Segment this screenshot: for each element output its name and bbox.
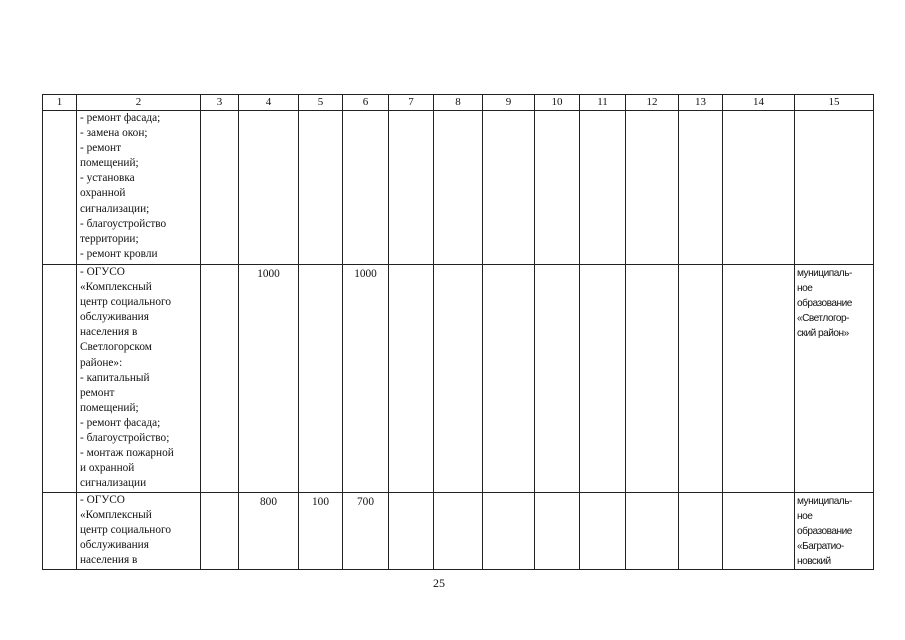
table-cell — [239, 111, 299, 265]
table-cell — [580, 493, 626, 570]
table-cell — [483, 265, 535, 493]
table-row — [43, 265, 874, 493]
table-cell — [483, 493, 535, 570]
table-cell — [434, 265, 483, 493]
header-cell: 3 — [201, 95, 239, 111]
table-cell — [389, 493, 434, 570]
page-number: 25 — [433, 576, 445, 590]
budget-table — [42, 94, 874, 570]
header-cell: 11 — [580, 95, 626, 111]
table-cell — [299, 111, 343, 265]
table-cell — [580, 265, 626, 493]
table-cell: 800 — [239, 493, 299, 570]
table-cell — [626, 493, 679, 570]
table-cell — [535, 265, 580, 493]
table-cell: 100 — [299, 493, 343, 570]
table-cell — [201, 265, 239, 493]
table-cell — [723, 111, 795, 265]
description-cell: - ОГУСО «Комплексный центр социального обслуживания населения в Светлогорском районе»: - капитальный ремонт помещений; - ремонт фасада; - благоустройство; - монтаж пожарной и охранной сигнализации — [77, 265, 201, 493]
table-cell — [535, 111, 580, 265]
table-cell — [201, 111, 239, 265]
description-cell: - ОГУСО «Комплексный центр социального обслуживания населения в — [77, 493, 201, 570]
organization-cell — [795, 111, 874, 265]
table-cell — [389, 111, 434, 265]
table-cell: 1000 — [239, 265, 299, 493]
table-cell: 1000 — [343, 265, 389, 493]
table-cell — [389, 265, 434, 493]
table-header-row — [43, 95, 874, 111]
table-cell — [535, 493, 580, 570]
table-cell — [201, 493, 239, 570]
table-cell — [723, 493, 795, 570]
description-cell: - ремонт фасада; - замена окон; - ремонт помещений; - установка охранной сигнализации; - благоустройство территории; - ремонт кровли — [77, 111, 201, 265]
table-row — [43, 111, 874, 265]
header-cell: 13 — [679, 95, 723, 111]
table-cell — [580, 111, 626, 265]
header-cell: 4 — [239, 95, 299, 111]
header-cell: 9 — [483, 95, 535, 111]
table-cell — [483, 111, 535, 265]
organization-cell: муниципаль- ное образование «Багратио- новский — [795, 493, 874, 570]
table-cell — [723, 265, 795, 493]
header-cell: 2 — [77, 95, 201, 111]
table-cell — [626, 265, 679, 493]
table-cell — [679, 265, 723, 493]
organization-cell: муниципаль- ное образование «Светлогор- ский район» — [795, 265, 874, 493]
table-cell — [43, 493, 77, 570]
table-cell — [679, 493, 723, 570]
header-cell: 6 — [343, 95, 389, 111]
table-cell — [679, 111, 723, 265]
table-cell — [434, 493, 483, 570]
header-cell: 12 — [626, 95, 679, 111]
header-cell: 10 — [535, 95, 580, 111]
header-cell: 8 — [434, 95, 483, 111]
header-cell: 7 — [389, 95, 434, 111]
header-cell: 1 — [43, 95, 77, 111]
header-cell: 15 — [795, 95, 874, 111]
table-row — [43, 493, 874, 570]
table-cell — [43, 265, 77, 493]
table-cell: 700 — [343, 493, 389, 570]
header-cell: 14 — [723, 95, 795, 111]
header-cell: 5 — [299, 95, 343, 111]
table-cell — [626, 111, 679, 265]
table-cell — [43, 111, 77, 265]
table-cell — [434, 111, 483, 265]
table-cell — [299, 265, 343, 493]
table-cell — [343, 111, 389, 265]
